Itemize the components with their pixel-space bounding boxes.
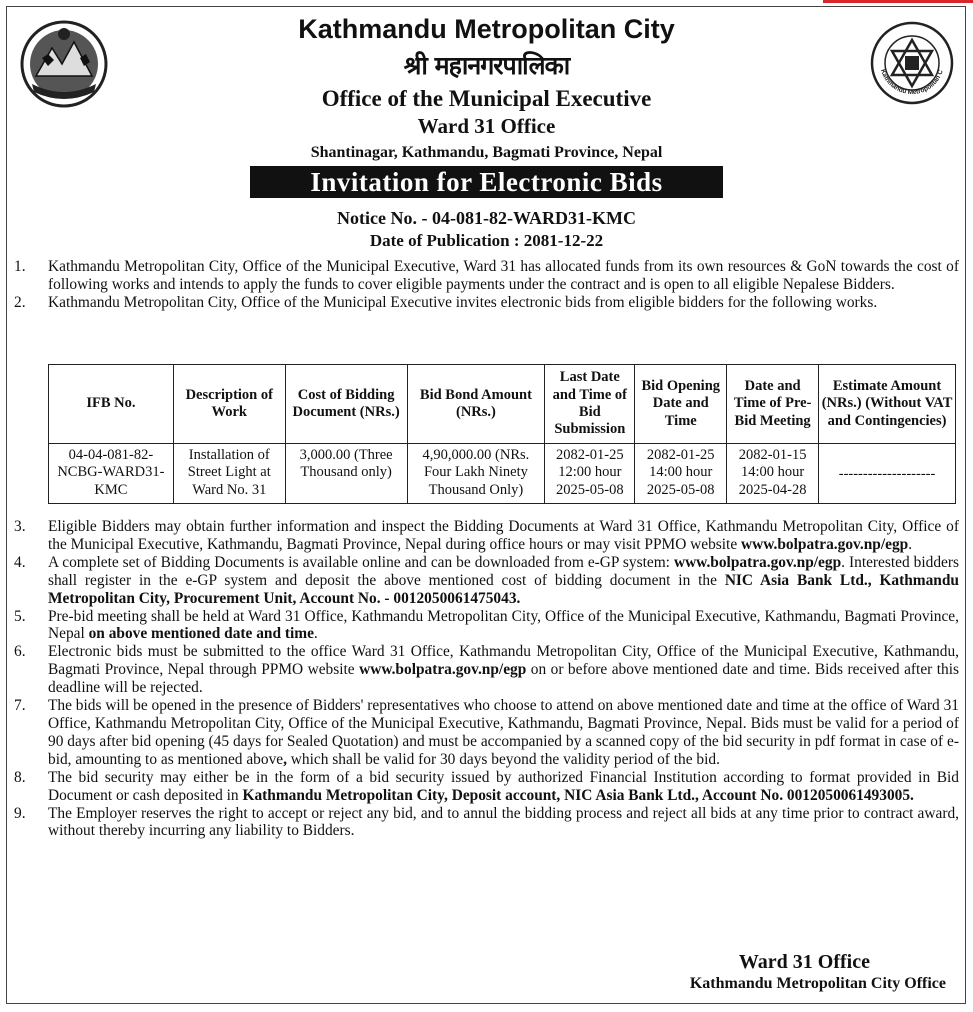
item-number: 6. — [14, 643, 26, 661]
table-header: Cost of Bidding Document (NRs.) — [285, 365, 407, 444]
item-text: The bid security may either be in the form of a bid security issued by authorized Financial Institution according to format provided in Bid Document or cash deposited in — [48, 768, 959, 804]
item-text: The Employer reserves the right to accept or reject any bid, and to annul the bidding process and reject all bids at any time prior to contract award, without thereby incurring any liability to Bidders. — [48, 804, 959, 840]
item-link: www.bolpatra.gov.np/egp — [359, 661, 527, 679]
item-3 — [14, 518, 959, 554]
item-number: 5. — [14, 607, 26, 625]
paragraph-number: 1. — [14, 258, 26, 275]
city-title-nepali: श्री महानगरपालिका — [403, 51, 570, 80]
item-number: 9. — [14, 804, 26, 822]
notice-number: Notice No. - 04-081-82-WARD31-KMC — [337, 208, 636, 228]
item-text: Eligible Bidders may obtain further information and inspect the Bidding Documents at Ward 31 Office, Kathmandu Metropolitan City, Office of the Municipal Executive, Kathmandu, Bagmati Province, Nepal during office hours or may visit PPMO website — [48, 518, 959, 553]
table-header-row — [49, 365, 956, 444]
item-6 — [14, 643, 959, 697]
seal-text: Kathmandu Metropolitan C — [879, 68, 945, 97]
item-number: 7. — [14, 697, 26, 715]
office-title: Office of the Municipal Executive — [321, 86, 652, 111]
table-header: Last Date and Time of Bid Submission — [545, 365, 635, 444]
paragraph-text: Kathmandu Metropolitan City, Office of the Municipal Executive invites electronic bids from eligible bidders for the following works. — [48, 293, 878, 311]
table-header: Date and Time of Pre-Bid Meeting — [727, 365, 819, 444]
table-header: Description of Work — [173, 365, 285, 444]
item-bold: NIC Asia Bank Ltd., Kathmandu Metropolitan City, Procurement Unit, Account No. - 0012050061475043. — [48, 571, 959, 607]
address: Shantinagar, Kathmandu, Bagmati Province, Nepal — [310, 144, 663, 161]
item-number: 3. — [14, 518, 26, 535]
item-8 — [14, 769, 959, 805]
table-header: Bid Bond Amount (NRs.) — [407, 365, 545, 444]
item-text: . — [908, 535, 913, 553]
item-9 — [14, 805, 959, 841]
item-link: www.bolpatra.gov.np/egp — [673, 553, 842, 571]
publication-date: Date of Publication : 2081-12-22 — [369, 231, 604, 250]
table-cell: -------------------- — [819, 444, 956, 504]
item-bold: , — [283, 750, 287, 768]
signature-ward: Ward 31 Office — [738, 951, 870, 973]
item-text: . Interested bidders shall register in the e-GP system and deposit the above mentioned cost of bidding document in the — [48, 553, 959, 589]
table-cell: 2082-01-15 14:00 hour 2025-04-28 — [727, 444, 819, 504]
item-number: 8. — [14, 768, 26, 786]
table-cell: 2082-01-25 14:00 hour 2025-05-08 — [635, 444, 727, 504]
paragraph-2 — [14, 294, 959, 312]
item-text: Pre-bid meeting shall be held at Ward 31 Office, Kathmandu Metropolitan City, Office of the Municipal Executive, Kathmandu, Bagmati Province, Nepal — [48, 607, 959, 643]
top-red-line — [823, 0, 973, 3]
item-text: on or before above mentioned date and time. Bids received after this deadline will be rejected. — [48, 661, 959, 697]
notice-body — [14, 258, 959, 312]
signature-office: Kathmandu Metropolitan City Office — [689, 975, 946, 992]
item-number: 4. — [14, 553, 26, 571]
item-text: . — [313, 625, 318, 643]
item-bold: Kathmandu Metropolitan City, Deposit account, NIC Asia Bank Ltd., Account No. 0012050061493005. — [242, 786, 914, 804]
item-link: www.bolpatra.gov.np/egp — [741, 535, 909, 553]
item-bold: on above mentioned date and time — [88, 625, 314, 643]
item-text: Electronic bids must be submitted to the office Ward 31 Office, Kathmandu Metropolitan City, Office of the Municipal Executive, Kathmandu, Bagmati Province, Nepal through PPMO website — [48, 643, 959, 679]
table-cell: 04-04-081-82-NCBG-WARD31-KMC — [49, 444, 174, 504]
table-header: IFB No. — [49, 365, 174, 444]
notice-items — [14, 518, 959, 840]
city-title: Kathmandu Metropolitan City — [298, 14, 675, 44]
paragraph-1 — [14, 258, 959, 294]
table-header: Bid Opening Date and Time — [635, 365, 727, 444]
item-5 — [14, 608, 959, 644]
item-4 — [14, 554, 959, 608]
table-cell: 2082-01-25 12:00 hour 2025-05-08 — [545, 444, 635, 504]
table-cell: Installation of Street Light at Ward No. 31 — [173, 444, 285, 504]
banner-heading: Invitation for Electronic Bids — [250, 166, 723, 198]
item-7 — [14, 697, 959, 769]
item-text: which shall be valid for 30 days beyond the validity period of the bid. — [286, 750, 720, 768]
table-cell: 3,000.00 (Three Thousand only) — [285, 444, 407, 504]
table-row — [49, 444, 956, 504]
ward-title: Ward 31 Office — [417, 114, 556, 138]
table-header: Estimate Amount (NRs.) (Without VAT and Contingencies) — [819, 365, 956, 444]
paragraph-number: 2. — [14, 293, 26, 311]
paragraph-text: Kathmandu Metropolitan City, Office of the Municipal Executive, Ward 31 has allocated funds from its own resources & GoN towards the cost of following works and intends to apply the funds to cover eligible payments under the contract and is open to all eligible Nepalese Bidders. — [48, 258, 959, 293]
item-text: A complete set of Bidding Documents is available online and can be downloaded from e-GP system: — [48, 553, 674, 571]
item-text: The bids will be opened in the presence of Bidders' representatives who choose to attend on above mentioned date and time at the office of Ward 31 Office, Kathmandu Metropolitan City, Office of the Municipal Executive, Kathmandu, Bagmati Province, Nepal. Bids must be valid for a period of 90 days after bid opening (45 days for Sealed Quotation) and must be accompanied by a scanned copy of the bid security in pdf format in case of e-bid, amounting to as mentioned above — [48, 697, 959, 768]
bid-table — [48, 364, 956, 504]
table-cell: 4,90,000.00 (NRs. Four Lakh Ninety Thousand Only) — [407, 444, 545, 504]
